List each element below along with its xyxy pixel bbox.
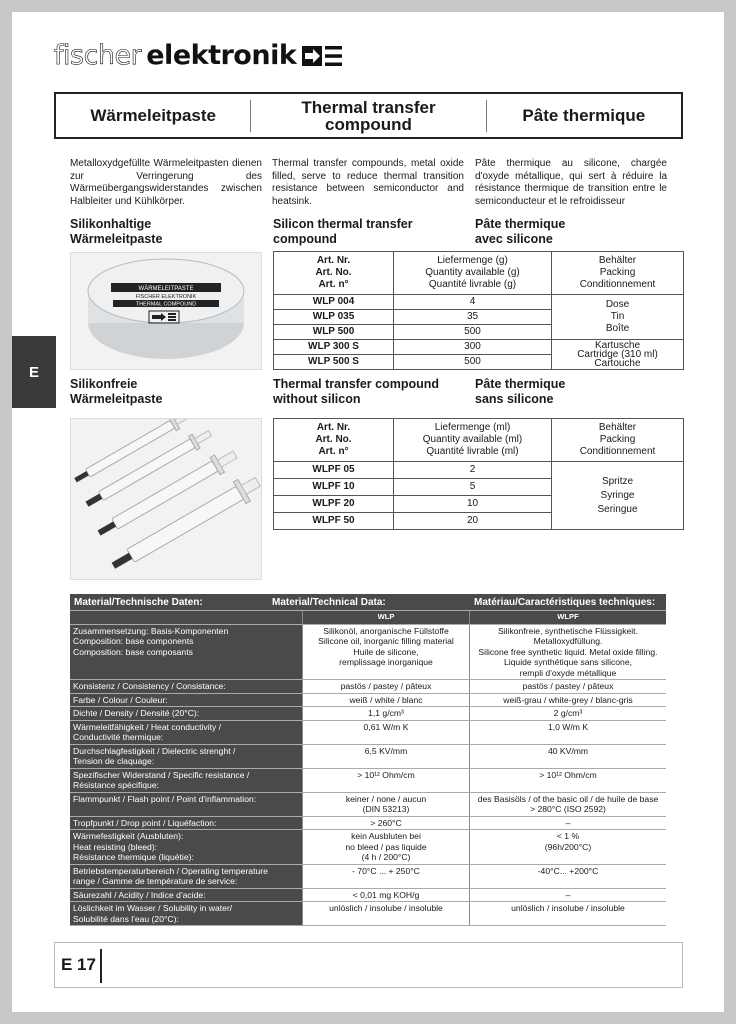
material-value-wlp: 0,61 W/m K xyxy=(302,721,469,744)
material-value-wlp: 6,5 KV/mm xyxy=(302,745,469,768)
product-table-silicone xyxy=(273,251,684,370)
material-value-wlpf: 1,0 W/m K xyxy=(469,721,666,744)
material-value-wlp: kein Ausbluten bei no bleed / pas liquide (4 h / 200°C) xyxy=(302,830,469,864)
material-label: Säurezahl / Acidity / Indice d'acide: xyxy=(73,889,206,900)
title-fr: Pâte thermique xyxy=(522,106,646,125)
section-tab: E xyxy=(12,336,56,408)
logo-arrow-icon xyxy=(302,45,344,67)
material-row xyxy=(70,721,666,745)
material-value-wlp: < 0,01 mg KOH/g xyxy=(302,889,469,902)
material-row xyxy=(70,769,666,793)
material-label: Wärmeleitfähigkeit / Heat conductivity / Conductivité thermique: xyxy=(73,721,222,742)
intro-en: Thermal transfer compounds, metal oxide filled, serve to reduce thermal transition resistance between semiconductor and heatsink. xyxy=(272,158,464,207)
table-row: WLP 035 35 xyxy=(274,310,684,325)
material-value-wlpf: Silikonfreie, synthetische Flüssigkeit. Metalloxydfüllung. Silicone free synthetic liquid. Metal oxide filling. Liquide synthétique sans silicone, rempli d'oxyde métallique xyxy=(469,625,666,680)
product-photo-syringes xyxy=(70,418,262,580)
material-header-de: Material/Technische Daten: xyxy=(74,596,203,608)
material-value-wlp: pastös / pastey / pâteux xyxy=(302,680,469,693)
material-row xyxy=(70,902,666,926)
material-value-wlpf: pastös / pastey / pâteux xyxy=(469,680,666,693)
logo-word-elektronik: elektronik xyxy=(146,40,297,71)
logo-word-fischer: fischer xyxy=(54,40,142,71)
material-label: Flammpunkt / Flash point / Point d'inflammation: xyxy=(73,793,257,804)
material-value-wlpf: > 10¹² Ohm/cm xyxy=(469,769,666,792)
packing-syringe: Spritze Syringe Seringue xyxy=(552,462,684,530)
material-label: Konsistenz / Consistency / Consistance: xyxy=(73,681,226,691)
material-row xyxy=(70,680,666,694)
material-row xyxy=(70,707,666,721)
photo-label-line1: WÄRMELEITPASTE xyxy=(138,286,194,292)
material-value-wlpf: weiß-grau / white-grey / blanc-gris xyxy=(469,694,666,707)
col-header-packing: Behälter Packing Conditionnement xyxy=(552,252,684,295)
section1-heading-de: Silikonhaltige Wärmeleitpaste xyxy=(70,217,163,246)
title-bar xyxy=(54,92,683,139)
material-label: Dichte / Density / Densité (20°C): xyxy=(73,708,200,718)
material-value-wlpf: – xyxy=(469,817,666,830)
photo-label-line3: THERMAL COMPOUND xyxy=(135,301,197,308)
table-row: WLP 500 500 xyxy=(274,325,684,340)
material-subheader xyxy=(70,611,666,625)
material-value-wlpf: – xyxy=(469,889,666,902)
footer-divider xyxy=(100,949,102,983)
material-value-wlp: - 70°C ... + 250°C xyxy=(302,865,469,888)
section2-heading-de: Silikonfreie Wärmeleitpaste xyxy=(70,377,163,406)
material-label: Farbe / Colour / Couleur: xyxy=(73,694,168,705)
material-row xyxy=(70,745,666,769)
material-value-wlp: 1,1 g/cm³ xyxy=(302,707,469,720)
material-value-wlpf: des Basisöls / of the basic oil / de huile de base > 280°C (ISO 2592) xyxy=(469,793,666,816)
page-number: E 17 xyxy=(61,955,96,974)
material-value-wlp: weiß / white / blanc xyxy=(302,694,469,707)
table-row: WLP 500 S 500 xyxy=(274,355,684,370)
table-row: WLPF 20 10 xyxy=(274,496,684,513)
material-row xyxy=(70,694,666,708)
table-row: WLPF 05 2 Spritze Syringe Seringue xyxy=(274,462,684,479)
table-row: WLPF 50 20 xyxy=(274,513,684,530)
material-header xyxy=(70,594,666,611)
material-label: Wärmefestigkeit (Ausbluten): Heat resisting (bleed): Résistance thermique (liquétie): xyxy=(73,831,194,862)
packing-cartridge: Kartusche Cartridge (310 ml) Cartouche xyxy=(552,340,684,370)
material-value-wlp: unlöslich / insolube / insoluble xyxy=(302,902,469,925)
product-photo-tin xyxy=(70,252,262,370)
material-label: Spezifischer Widerstand / Specific resistance / Résistance spécifique: xyxy=(73,769,250,790)
material-data-table xyxy=(70,594,666,926)
material-value-wlpf: < 1 % (96h/200°C) xyxy=(469,830,666,864)
material-value-wlp: Silikonöl, anorganische Füllstoffe Silicone oil, inorganic filling material Huile de silicone, remplissage inorganique xyxy=(302,625,469,680)
col-header-quantity: Liefermenge (ml) Quantity available (ml) Quantité livrable (ml) xyxy=(394,419,552,462)
material-row xyxy=(70,793,666,817)
intro-fr: Pâte thermique au silicone, chargée d'oxyde métallique, qui sert à réduire la résistance thermique de transition entre le semiconducteur et le refroidisseur xyxy=(475,158,667,207)
material-row xyxy=(70,817,666,831)
col-header-art-nr: Art. Nr. Art. No. Art. n° xyxy=(274,419,394,462)
material-row xyxy=(70,625,666,681)
section2-heading-en: Thermal transfer compound without silicon xyxy=(273,377,439,406)
title-en: Thermal transfer compound xyxy=(301,97,436,134)
material-label: Durchschlagfestigkeit / Dielectric strenght / Tension de claquage: xyxy=(73,745,236,766)
brand-logo xyxy=(54,40,344,71)
material-value-wlp: > 260°C xyxy=(302,817,469,830)
product-table-silicone-free xyxy=(273,418,684,530)
material-value-wlp: keiner / none / aucun (DIN 53213) xyxy=(302,793,469,816)
material-label: Löslichkeit im Wasser / Solubility in water/ Solubilité dans l'eau (20°C): xyxy=(73,903,233,924)
photo-label-line2: FISCHER ELEKTRONIK xyxy=(135,294,197,300)
material-row xyxy=(70,889,666,903)
material-header-fr: Matériau/Caractéristiques techniques: xyxy=(474,596,656,608)
material-label: Zusammensetzung: Basis-Komponenten Composition: base components Composition: base composants xyxy=(73,625,229,657)
material-value-wlp: > 10¹² Ohm/cm xyxy=(302,769,469,792)
col-header-quantity: Liefermenge (g) Quantity available (g) Quantité livrable (g) xyxy=(394,252,552,295)
section2-heading-fr: Pâte thermique sans silicone xyxy=(475,377,566,406)
material-header-en: Material/Technical Data: xyxy=(272,596,386,608)
material-value-wlpf: unlöslich / insolube / insoluble xyxy=(469,902,666,925)
material-value-wlpf: 2 g/cm³ xyxy=(469,707,666,720)
title-de: Wärmeleitpaste xyxy=(90,106,216,125)
intro-de: Metalloxydgefüllte Wärmeleitpasten dienen zur Verringerung des Wärmeübergangswiderstandes zwischen Halbleiter und Kühlkörper. xyxy=(70,158,262,207)
material-row xyxy=(70,830,666,865)
table-row: WLP 004 4 Dose Tin Boîte xyxy=(274,295,684,310)
col-header-packing: Behälter Packing Conditionnement xyxy=(552,419,684,462)
packing-tin: Dose Tin Boîte xyxy=(552,295,684,340)
material-row xyxy=(70,865,666,889)
section1-heading-fr: Pâte thermique avec silicone xyxy=(475,217,566,246)
material-label: Tropfpunkt / Drop point / Liquéfaction: xyxy=(73,817,217,828)
page-footer xyxy=(54,942,683,988)
section1-heading-en: Silicon thermal transfer compound xyxy=(273,217,413,246)
col-header-wlp: WLP xyxy=(302,611,469,624)
material-value-wlpf: -40°C... +200°C xyxy=(469,865,666,888)
material-value-wlpf: 40 KV/mm xyxy=(469,745,666,768)
table-row: WLP 300 S 300 Kartusche Cartridge (310 ml) Cartouche xyxy=(274,340,684,355)
col-header-art-nr: Art. Nr. Art. No. Art. n° xyxy=(274,252,394,295)
material-label: Betriebstemperaturbereich / Operating temperature range / Gamme de température de service: xyxy=(73,865,268,886)
table-row: WLPF 10 5 xyxy=(274,479,684,496)
col-header-wlpf: WLPF xyxy=(469,611,666,624)
